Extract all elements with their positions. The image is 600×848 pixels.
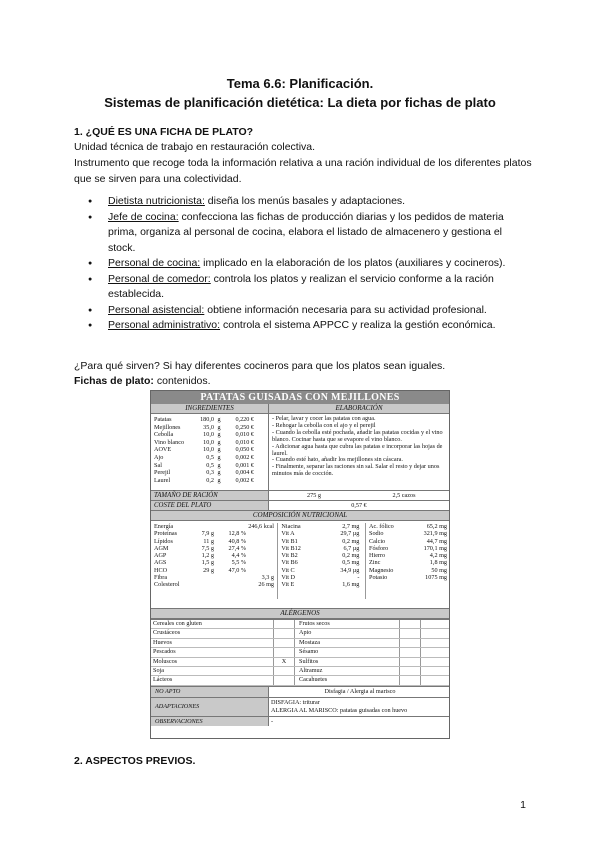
nutrient-row xyxy=(154,545,277,552)
allergen-mark xyxy=(400,648,421,656)
page-title: Tema 6.6: Planificación. xyxy=(226,76,374,91)
recipe-card xyxy=(150,390,450,739)
ingredient-cost: 0,001 € xyxy=(235,461,254,469)
role-description: diseña los menús basales y adaptaciones. xyxy=(204,195,406,207)
nutrient-percent xyxy=(214,574,246,581)
allergen-row xyxy=(151,667,449,676)
role-description: implicado en la elaboración de los platos (auxiliares y cocineros). xyxy=(200,257,506,269)
bullet-icon: ● xyxy=(88,306,93,314)
adaptaciones-row xyxy=(151,697,449,716)
allergen-row xyxy=(151,620,449,629)
mineral-value: 65,2 mg xyxy=(426,523,447,530)
elaboration-step: - Adicionar agua hasta que cubra las patatas e incorporar las hojas de laurel. xyxy=(272,442,443,457)
role-description: controla los platos y realizan el servicio conforme a la ración establecida. xyxy=(108,272,494,300)
mineral-row xyxy=(369,538,447,545)
page-number: 1 xyxy=(520,799,526,811)
nutrient-row xyxy=(154,567,277,574)
allergen-mark xyxy=(274,667,295,675)
ingredient-name: Patatas xyxy=(154,416,172,423)
vitamin-name: Vit C xyxy=(281,566,295,574)
adaptaciones-line2: ALERGIA AL MARISCO: patatas guisadas con huevo xyxy=(271,706,408,714)
bullet-icon: ● xyxy=(88,213,93,221)
allergen-name: Crustáceos xyxy=(151,629,274,637)
adaptaciones-label: ADAPTACIONES xyxy=(151,698,269,716)
mineral-value: 44,7 mg xyxy=(426,537,447,545)
ingredient-cost: 0,010 € xyxy=(235,431,254,439)
ingredient-name: Ajo xyxy=(154,453,164,461)
vitamin-name: Vit E xyxy=(281,581,295,589)
allergen-name: Pescados xyxy=(151,648,274,656)
mineral-name: Hierro xyxy=(369,552,386,560)
nutrient-extra xyxy=(246,538,274,545)
role-item xyxy=(80,194,530,210)
ingredient-row xyxy=(154,439,266,447)
mineral-name: Sodio xyxy=(369,530,384,538)
nutrient-name: AGP xyxy=(154,552,167,560)
ingredient-cost: 0,010 € xyxy=(235,438,254,446)
allergen-row xyxy=(151,639,449,648)
ingredient-row xyxy=(154,454,266,462)
ingredient-unit: g xyxy=(217,438,221,446)
nutrient-grams: 1,5 g xyxy=(201,559,214,567)
nutrient-percent: 4,4 % xyxy=(231,552,246,560)
allergen-mark xyxy=(400,639,421,647)
allergen-name: Cereales con gluten xyxy=(151,620,274,628)
allergen-mark xyxy=(400,629,421,637)
nutrient-name: Colesterol xyxy=(154,581,180,589)
card-title: PATATAS GUISADAS CON MEJILLONES xyxy=(151,391,449,404)
vitamin-row xyxy=(281,523,365,530)
ingredient-row xyxy=(154,462,266,470)
adaptaciones-line1: DISFAGIA: triturar xyxy=(271,698,320,706)
vitamin-name: Vit B6 xyxy=(281,559,298,567)
mineral-row xyxy=(369,530,447,537)
allergen-row xyxy=(151,676,449,685)
nutrient-row xyxy=(154,523,277,530)
nutrient-name: Energía xyxy=(154,523,174,530)
nutrient-row xyxy=(154,538,277,545)
ingredient-row xyxy=(154,477,266,485)
allergen-mark: X xyxy=(274,658,295,666)
nutrient-extra xyxy=(246,552,274,559)
elaboration-step: - Cuando la cebolla esté pochada, añadir las patatas cocidas y el vino blanco. Cocinar hasta que se evapore el vino blanco. xyxy=(272,428,443,443)
ingredient-qty: 0,5 xyxy=(206,453,214,461)
nutrient-percent: 27,4 % xyxy=(228,544,246,552)
no-apto-label: NO APTO xyxy=(151,687,269,697)
cost-label: COSTE DEL PLATO xyxy=(151,501,269,510)
vitamin-value: - xyxy=(357,574,360,582)
vitamin-value: 1,6 mg xyxy=(342,581,360,589)
ingredient-qty: 0,2 xyxy=(206,476,214,484)
no-apto-row xyxy=(151,686,449,697)
nutrient-percent: 40,8 % xyxy=(228,537,246,545)
bullet-icon: ● xyxy=(88,260,93,267)
nutrition-table xyxy=(151,521,449,599)
mineral-name: Fósforo xyxy=(369,544,389,552)
nutrient-grams: 29 g xyxy=(203,566,214,574)
ingredient-cost: 0,002 € xyxy=(235,453,254,461)
no-apto-value: Disfagia / Alergia al marisco xyxy=(324,687,396,695)
allergens-header: ALÉRGENOS xyxy=(151,608,449,619)
role-name: Personal de comedor: xyxy=(108,272,211,285)
nutrient-percent xyxy=(214,523,246,530)
nutrient-name: AGM xyxy=(154,544,169,552)
vitamin-value: 2,7 mg xyxy=(342,523,360,530)
vitamin-row xyxy=(281,574,365,581)
vitamin-value: 0,5 mg xyxy=(342,559,360,567)
nutrient-name: Fibra xyxy=(154,574,168,582)
nutrition-header: COMPOSICIÓN NUTRICIONAL xyxy=(151,510,449,521)
role-item xyxy=(80,318,530,334)
ingredient-qty: 35,0 xyxy=(203,423,214,431)
nutrient-extra xyxy=(246,545,274,552)
allergen-name: Sésamo xyxy=(295,648,400,656)
nutrient-grams xyxy=(190,574,214,581)
fichas-label: Fichas de plato: xyxy=(74,375,154,387)
paragraph-1: Unidad técnica de trabajo en restauración colectiva. xyxy=(74,141,316,153)
vitamin-value: 6,7 µg xyxy=(343,544,360,552)
ingredient-name: Vino blanco xyxy=(154,438,185,446)
ingredient-unit: g xyxy=(217,476,221,484)
role-name: Dietista nutricionista: xyxy=(108,195,205,207)
vitamin-value: 34,9 µg xyxy=(340,566,360,574)
ingredient-name: Laurel xyxy=(154,476,171,484)
ingredient-name: Sal xyxy=(154,461,162,469)
vitamin-value: 0,2 mg xyxy=(342,537,360,545)
allergen-row xyxy=(151,629,449,638)
vitamin-row xyxy=(281,538,365,545)
nutrient-grams xyxy=(190,523,214,530)
roles-list xyxy=(80,194,530,334)
ingredient-unit: g xyxy=(217,461,221,469)
ingredient-qty: 10,0 xyxy=(203,446,214,454)
ingredient-row xyxy=(154,416,266,424)
ingredient-unit: g xyxy=(217,423,221,431)
nutrient-percent: 5,5 % xyxy=(231,559,246,567)
allergen-row xyxy=(151,658,449,667)
mineral-name: Magnesio xyxy=(369,566,394,574)
ingredient-unit: g xyxy=(217,416,221,423)
mineral-value: 1,8 mg xyxy=(429,559,447,567)
nutrient-grams: 7,9 g xyxy=(201,530,214,538)
allergen-mark xyxy=(400,676,421,684)
ingredient-unit: g xyxy=(217,469,221,477)
ingredient-unit: g xyxy=(217,453,221,461)
allergen-name: Altramuz xyxy=(295,667,400,675)
role-description: obtiene información necesaria para su actividad profesional. xyxy=(204,303,487,316)
ingredient-cost: 0,004 € xyxy=(235,469,254,477)
vitamin-row xyxy=(281,567,365,574)
mineral-value: 321,9 mg xyxy=(423,530,447,538)
vitamin-value: 29,7 µg xyxy=(340,530,360,538)
ingredient-name: AOVE xyxy=(154,446,172,454)
nutrient-percent xyxy=(214,581,246,588)
elaboration-header: ELABORACIÓN xyxy=(335,404,383,412)
elaboration-step: - Rehogar la cebolla con el ajo y el perejil xyxy=(272,421,376,429)
role-item xyxy=(80,210,530,257)
allergen-mark xyxy=(400,620,421,628)
portion-label: TAMAÑO DE RACIÓN xyxy=(151,491,269,500)
vitamin-row xyxy=(281,530,365,537)
vitamin-row xyxy=(281,559,365,566)
elaboration-step: - Cuando esté hato, añadir los mejillones sin cáscara. xyxy=(272,456,403,464)
allergen-name: Apio xyxy=(295,629,400,637)
mineral-value: 1075 mg xyxy=(425,574,447,582)
allergen-name: Soja xyxy=(151,667,274,675)
nutrient-extra: 3,3 g xyxy=(261,574,274,582)
mineral-value: 170,1 mg xyxy=(423,544,447,552)
vitamin-value: 0,2 mg xyxy=(342,552,360,560)
mineral-row xyxy=(369,545,447,552)
mineral-row xyxy=(369,523,447,530)
ingredient-row xyxy=(154,469,266,477)
role-name: Personal asistencial: xyxy=(108,303,205,316)
nutrient-grams xyxy=(190,581,214,588)
mineral-row xyxy=(369,552,447,559)
vitamin-row xyxy=(281,581,365,588)
page-subtitle: Sistemas de planificación dietética: La dieta por fichas de plato xyxy=(104,95,496,110)
bullet-icon: ● xyxy=(88,322,93,329)
mineral-row xyxy=(369,574,447,581)
ingredient-qty: 0,3 xyxy=(206,469,214,477)
ingredient-cost: 0,220 € xyxy=(235,416,254,423)
mineral-name: Ac. fólico xyxy=(369,523,394,530)
mineral-value: 4,2 mg xyxy=(429,552,447,560)
ingredients-list xyxy=(151,414,269,490)
elaboration-step: - Pelar, lavar y cocer las patatas con agua. xyxy=(272,415,376,422)
ingredients-header: INGREDIENTES xyxy=(151,404,269,413)
nutrient-extra: 26 mg xyxy=(258,581,274,589)
nutrient-percent: 12,8 % xyxy=(228,530,246,538)
vitamin-name: Vit B12 xyxy=(281,544,301,552)
ingredient-name: Cebolla xyxy=(154,431,174,439)
observaciones-value: - xyxy=(271,717,274,725)
mineral-row xyxy=(369,559,447,566)
portion-row xyxy=(151,490,449,500)
nutrient-grams: 1,2 g xyxy=(201,552,214,560)
role-name: Jefe de cocina: xyxy=(108,210,179,223)
bullet-icon: ● xyxy=(88,275,93,283)
role-item xyxy=(80,256,530,272)
ingredient-cost: 0,250 € xyxy=(235,423,254,431)
ingredient-cost: 0,002 € xyxy=(235,476,254,484)
vitamin-name: Niacina xyxy=(281,523,301,530)
role-description: confecciona las fichas de producción diarias y los pedidos de materia prima, organiza al personal de cocina, elabora el listado de almacenero y gestiona el stock. xyxy=(108,210,504,254)
allergen-mark xyxy=(274,620,295,628)
allergen-row xyxy=(151,648,449,657)
ingredient-unit: g xyxy=(217,431,221,439)
section-heading-1: 1. ¿QUÉ ES UNA FICHA DE PLATO? xyxy=(74,126,254,138)
allergen-mark xyxy=(274,639,295,647)
role-description: controla el sistema APPCC y realiza la gestión económica. xyxy=(220,319,496,331)
vitamin-name: Vit D xyxy=(281,574,295,582)
ingredient-name: Mejillones xyxy=(154,423,181,431)
cost-row xyxy=(151,500,449,510)
vitamin-row xyxy=(281,552,365,559)
ingredient-cost: 0,050 € xyxy=(235,446,254,454)
nutrient-extra xyxy=(246,559,274,566)
ingredient-qty: 0,5 xyxy=(206,461,214,469)
allergen-name: Lácteos xyxy=(151,676,274,684)
vitamin-name: Vit B2 xyxy=(281,552,298,560)
allergen-mark xyxy=(274,648,295,656)
fichas-text: contenidos. xyxy=(153,375,211,387)
nutrient-percent: 47,0 % xyxy=(228,566,246,574)
cost-value: 0,57 € xyxy=(351,502,367,509)
ingredient-row xyxy=(154,431,266,439)
nutrient-row xyxy=(154,530,277,537)
role-item xyxy=(80,303,530,319)
ingredient-qty: 10,0 xyxy=(203,438,214,446)
nutrient-name: Proteínas xyxy=(154,530,178,538)
nutrient-name: AGS xyxy=(154,559,167,567)
nutrient-row xyxy=(154,552,277,559)
mineral-name: Potasio xyxy=(369,574,388,582)
allergen-name: Mostaza xyxy=(295,639,400,647)
section-heading-2: 2. ASPECTOS PREVIOS. xyxy=(74,755,196,767)
nutrient-row xyxy=(154,559,277,566)
nutrient-grams: 7,5 g xyxy=(201,544,214,552)
nutrient-extra xyxy=(246,567,274,574)
role-name: Personal de cocina: xyxy=(108,257,201,269)
bullet-icon: ● xyxy=(88,198,93,205)
observaciones-label: OBSERVACIONES xyxy=(151,717,269,726)
vitamin-name: Vit B1 xyxy=(281,537,298,545)
vitamin-row xyxy=(281,545,365,552)
mineral-name: Calcio xyxy=(369,537,386,545)
allergen-name: Huevos xyxy=(151,639,274,647)
paragraph-2: Instrumento que recoge toda la información relativa a una ración individual de los diferentes platos que se sirven para una colectividad. xyxy=(74,157,532,185)
mineral-value: 50 mg xyxy=(431,566,447,574)
question-paragraph: ¿Para qué sirven? Si hay diferentes cocineros para que los platos sean iguales. xyxy=(74,360,446,372)
ingredient-row xyxy=(154,446,266,454)
ingredient-name: Perejil xyxy=(154,469,171,477)
allergen-mark xyxy=(274,629,295,637)
nutrient-row xyxy=(154,574,277,581)
fichas-paragraph xyxy=(74,373,534,389)
ingredient-unit: g xyxy=(217,446,221,454)
mineral-row xyxy=(369,567,447,574)
ingredient-qty: 10,0 xyxy=(203,431,214,439)
nutrient-extra: 246,6 kcal xyxy=(248,523,274,530)
nutrient-extra xyxy=(246,530,274,537)
nutrient-name: HCO xyxy=(154,566,168,574)
elaboration-text xyxy=(269,414,449,490)
allergen-mark xyxy=(400,658,421,666)
portion-value-grams: 275 g xyxy=(307,492,321,499)
role-name: Personal administrativo: xyxy=(108,319,221,331)
mineral-name: Zinc xyxy=(369,559,381,567)
allergen-name: Moluscos xyxy=(151,658,274,666)
vitamin-name: Vit A xyxy=(281,530,295,538)
nutrient-name: Lípidos xyxy=(154,537,173,545)
elaboration-step: - Finalmente, separar las raciones sin sal. Salar el resto y dejar unos minutos más de cocción. xyxy=(272,463,440,478)
role-item xyxy=(80,272,530,303)
allergen-name: Frutos secos xyxy=(295,620,400,628)
nutrient-row xyxy=(154,581,277,588)
allergen-name: Sulfitos xyxy=(295,658,400,666)
nutrient-grams: 11 g xyxy=(203,537,214,545)
allergen-mark xyxy=(274,676,295,684)
allergen-name: Cacahuetes xyxy=(295,676,400,684)
allergens-table xyxy=(151,619,449,686)
allergen-mark xyxy=(400,667,421,675)
ingredient-qty: 180,0 xyxy=(200,416,214,423)
ingredient-row xyxy=(154,424,266,432)
portion-value-ladles: 2,5 cazos xyxy=(392,492,416,499)
observaciones-row xyxy=(151,716,449,726)
